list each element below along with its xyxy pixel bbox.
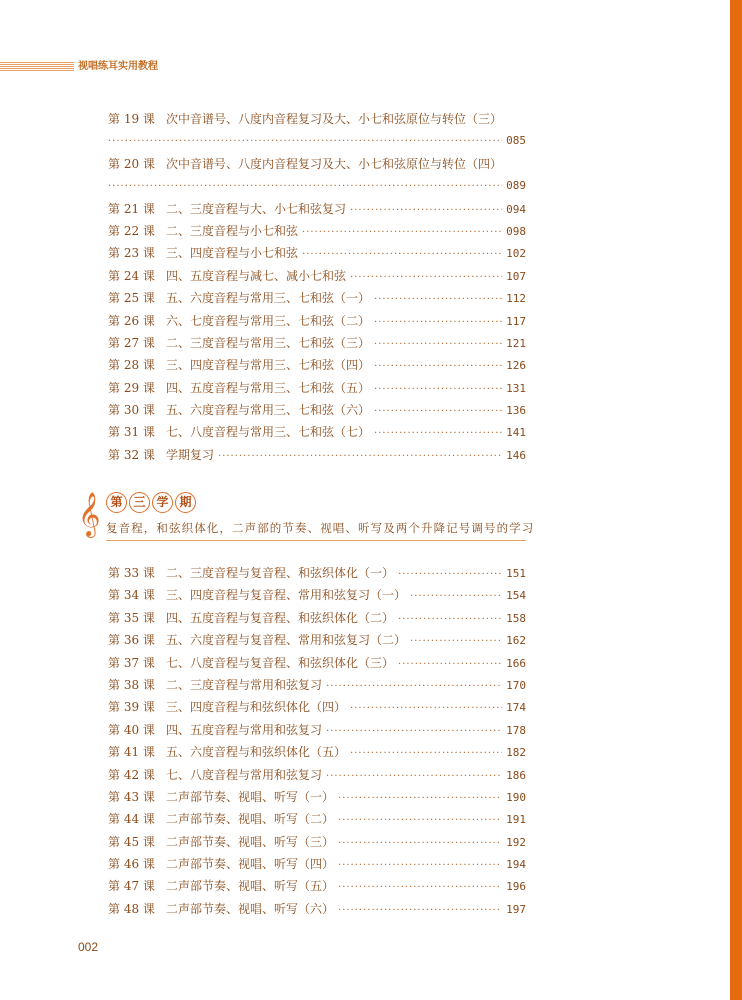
lesson-number: 第 31 课 <box>108 425 155 440</box>
dot-leader <box>338 788 502 810</box>
dot-leader <box>374 401 502 423</box>
lesson-number: 第 45 课 <box>108 834 155 849</box>
lesson-title: 五、六度音程与和弦织体化（五） <box>166 745 347 760</box>
lesson-title: 三、四度音程与复音程、常用和弦复习（一） <box>166 588 407 603</box>
lesson-number: 第 32 课 <box>108 447 155 462</box>
page-ref: 186 <box>506 768 526 782</box>
toc-entry[interactable] <box>108 629 526 651</box>
page-ref: 191 <box>506 813 526 827</box>
dot-leader <box>338 810 502 832</box>
lesson-number: 第 35 课 <box>108 610 155 625</box>
lesson-number: 第 36 课 <box>108 633 155 648</box>
page-number: 002 <box>78 940 99 954</box>
lesson-title: 二声部节奏、视唱、听写（五） <box>166 879 335 894</box>
dot-leader <box>302 222 502 244</box>
dot-leader <box>350 743 502 765</box>
page-ref: 190 <box>506 790 526 804</box>
dot-leader <box>326 676 502 698</box>
section-title-char: 第 <box>106 492 127 513</box>
toc-entry[interactable] <box>108 786 526 808</box>
page-ref: 178 <box>506 723 526 737</box>
lesson-title: 四、五度音程与常用三、七和弦（五） <box>166 380 371 395</box>
section-title-char: 期 <box>175 492 196 513</box>
page-ref: 197 <box>506 902 526 916</box>
lesson-title: 六、七度音程与常用三、七和弦（二） <box>166 313 371 328</box>
lesson-number: 第 19 课 <box>108 112 155 126</box>
page-ref: 136 <box>506 404 526 418</box>
toc-entry[interactable] <box>108 875 526 897</box>
treble-clef-icon: 𝄞 <box>78 492 101 536</box>
dot-leader <box>338 900 502 922</box>
lesson-number: 第 29 课 <box>108 380 155 395</box>
running-header <box>0 60 200 74</box>
lesson-number: 第 39 课 <box>108 700 155 715</box>
toc-entry[interactable] <box>108 399 526 421</box>
toc-entry-leader <box>108 175 526 197</box>
toc-entry[interactable] <box>108 377 526 399</box>
toc-entry[interactable] <box>108 853 526 875</box>
toc-entry-leader <box>108 130 526 152</box>
lesson-title: 三、四度音程与和弦织体化（四） <box>166 700 347 715</box>
lesson-title: 二、三度音程与常用三、七和弦（三） <box>166 335 371 350</box>
dot-leader <box>374 356 502 378</box>
lesson-number: 第 44 课 <box>108 812 155 827</box>
lesson-number: 第 22 课 <box>108 223 155 238</box>
lesson-number: 第 38 课 <box>108 677 155 692</box>
dot-leader <box>374 312 502 334</box>
dot-leader <box>302 244 502 266</box>
lesson-number: 第 48 课 <box>108 901 155 916</box>
page-ref: 107 <box>506 269 526 283</box>
page-ref: 126 <box>506 359 526 373</box>
dot-leader <box>398 564 502 586</box>
toc-entry[interactable] <box>108 354 526 376</box>
page-ref: 085 <box>506 134 526 148</box>
lesson-title: 五、六度音程与常用三、七和弦（一） <box>166 291 371 306</box>
lesson-number: 第 33 课 <box>108 566 155 580</box>
dot-leader <box>350 200 502 222</box>
dot-leader <box>326 766 502 788</box>
orange-side-bar <box>730 0 742 1000</box>
section-subtitle: 复音程，和弦织体化，二声部的节奏、视唱、听写及两个升降记号调号的学习 <box>106 521 535 535</box>
toc-entry[interactable] <box>108 444 526 466</box>
book-title: 视唱练耳实用教程 <box>78 61 158 72</box>
toc-list-top <box>108 108 526 466</box>
lesson-number: 第 24 课 <box>108 268 155 283</box>
dot-leader <box>398 609 502 631</box>
dot-leader <box>374 334 502 356</box>
toc-entry[interactable] <box>108 898 526 920</box>
dot-leader <box>374 289 502 311</box>
lesson-number: 第 40 课 <box>108 722 155 737</box>
lesson-title: 二声部节奏、视唱、听写（三） <box>166 834 335 849</box>
page-ref: 098 <box>506 224 526 238</box>
lesson-title: 七、八度音程与常用三、七和弦（七） <box>166 425 371 440</box>
page-ref: 112 <box>506 292 526 306</box>
toc-entry[interactable] <box>108 562 526 584</box>
lesson-number: 第 41 课 <box>108 745 155 760</box>
dot-leader <box>108 176 502 198</box>
lesson-title: 二、三度音程与小七和弦 <box>166 223 299 238</box>
page-ref: 192 <box>506 835 526 849</box>
lesson-title: 次中音谱号、八度内音程复习及大、小七和弦原位与转位（三） <box>166 112 503 126</box>
lesson-number: 第 37 课 <box>108 655 155 670</box>
page-ref: 089 <box>506 179 526 193</box>
section-title <box>106 492 196 513</box>
section-divider <box>106 540 526 541</box>
lesson-title: 四、五度音程与复音程、和弦织体化（二） <box>166 610 395 625</box>
dot-leader <box>326 721 502 743</box>
dot-leader <box>410 586 502 608</box>
page-ref: 146 <box>506 448 526 462</box>
dot-leader <box>410 631 502 653</box>
page-ref: 162 <box>506 634 526 648</box>
lesson-number: 第 20 课 <box>108 156 155 171</box>
lesson-number: 第 28 课 <box>108 358 155 373</box>
toc-entry[interactable] <box>108 607 526 629</box>
page-ref: 154 <box>506 589 526 603</box>
toc-entry[interactable] <box>108 153 526 175</box>
lesson-number: 第 47 课 <box>108 879 155 894</box>
lesson-title: 二声部节奏、视唱、听写（二） <box>166 812 335 827</box>
page-ref: 166 <box>506 656 526 670</box>
toc-entry[interactable] <box>108 741 526 763</box>
lesson-title: 五、六度音程与复音程、常用和弦复习（二） <box>166 633 407 648</box>
page-ref: 151 <box>506 567 526 580</box>
page-ref: 196 <box>506 880 526 894</box>
lesson-title: 七、八度音程与常用和弦复习 <box>166 767 323 782</box>
lesson-title: 三、四度音程与常用三、七和弦（四） <box>166 358 371 373</box>
section-title-char: 三 <box>129 492 150 513</box>
page-ref: 131 <box>506 381 526 395</box>
dot-leader <box>350 698 502 720</box>
lesson-title: 二、三度音程与复音程、和弦织体化（一） <box>166 566 395 580</box>
toc-entry[interactable] <box>108 220 526 242</box>
page-ref: 194 <box>506 858 526 872</box>
page-ref: 174 <box>506 701 526 715</box>
page-ref: 117 <box>506 314 526 328</box>
lesson-title: 四、五度音程与常用和弦复习 <box>166 722 323 737</box>
lesson-number: 第 30 课 <box>108 403 155 418</box>
toc-entry[interactable] <box>108 265 526 287</box>
lesson-title: 二声部节奏、视唱、听写（四） <box>166 857 335 872</box>
lesson-title: 次中音谱号、八度内音程复习及大、小七和弦原位与转位（四） <box>166 156 503 171</box>
toc-entry[interactable] <box>108 674 526 696</box>
dot-leader <box>338 877 502 899</box>
lesson-number: 第 27 课 <box>108 335 155 350</box>
lesson-number: 第 34 课 <box>108 588 155 603</box>
lesson-title: 五、六度音程与常用三、七和弦（六） <box>166 403 371 418</box>
dot-leader <box>398 654 502 676</box>
toc-entry[interactable] <box>108 242 526 264</box>
page-ref: 102 <box>506 247 526 261</box>
toc-list-bottom <box>108 562 526 920</box>
lesson-title: 三、四度音程与小七和弦 <box>166 246 299 261</box>
toc-entry[interactable] <box>108 808 526 830</box>
toc-entry[interactable] <box>108 831 526 853</box>
dot-leader <box>350 267 502 289</box>
toc-entry[interactable] <box>108 332 526 354</box>
lesson-number: 第 46 课 <box>108 857 155 872</box>
toc-entry[interactable] <box>108 696 526 718</box>
lesson-number: 第 43 课 <box>108 789 155 804</box>
toc-entry[interactable] <box>108 584 526 606</box>
toc-entry[interactable] <box>108 310 526 332</box>
dot-leader <box>374 423 502 445</box>
page-ref: 141 <box>506 426 526 440</box>
page-ref: 170 <box>506 678 526 692</box>
page-ref: 094 <box>506 202 526 216</box>
lesson-number: 第 42 课 <box>108 767 155 782</box>
lesson-number: 第 26 课 <box>108 313 155 328</box>
lesson-title: 二、三度音程与常用和弦复习 <box>166 677 323 692</box>
lesson-number: 第 25 课 <box>108 291 155 306</box>
toc-entry[interactable] <box>108 198 526 220</box>
toc-entry[interactable] <box>108 287 526 309</box>
section-heading <box>78 490 535 544</box>
lesson-title: 二声部节奏、视唱、听写（六） <box>166 901 335 916</box>
dot-leader <box>374 379 502 401</box>
lesson-title: 七、八度音程与复音程、和弦织体化（三） <box>166 655 395 670</box>
dot-leader <box>338 833 502 855</box>
lesson-title: 学期复习 <box>166 447 215 462</box>
page-ref: 158 <box>506 611 526 625</box>
lesson-title: 四、五度音程与减七、减小七和弦 <box>166 268 347 283</box>
toc-entry[interactable] <box>108 108 526 130</box>
toc-entry[interactable] <box>108 719 526 741</box>
lesson-title: 二、三度音程与大、小七和弦复习 <box>166 201 347 216</box>
toc-entry[interactable] <box>108 764 526 786</box>
dot-leader <box>218 446 502 468</box>
lesson-number: 第 23 课 <box>108 246 155 261</box>
page-ref: 182 <box>506 746 526 760</box>
section-title-char: 学 <box>152 492 173 513</box>
lesson-title: 二声部节奏、视唱、听写（一） <box>166 789 335 804</box>
header-rule-lines <box>0 62 74 72</box>
dot-leader <box>108 131 502 153</box>
toc-entry[interactable] <box>108 652 526 674</box>
lesson-number: 第 21 课 <box>108 201 155 216</box>
dot-leader <box>338 855 502 877</box>
page-ref: 121 <box>506 336 526 350</box>
toc-entry[interactable] <box>108 421 526 443</box>
